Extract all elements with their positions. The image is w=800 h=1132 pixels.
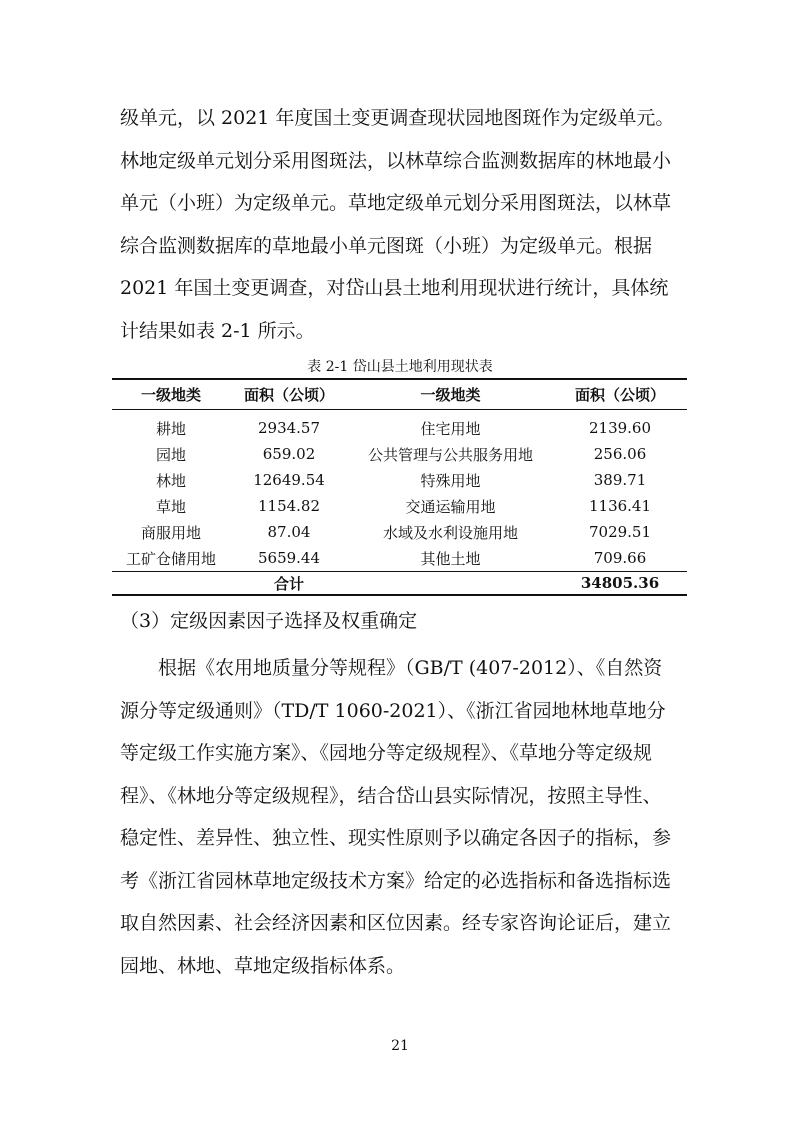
- table-cell: 水域及水利设施用地: [382, 523, 518, 542]
- total-value: 34805.36: [553, 572, 687, 596]
- table-row: [112, 519, 687, 545]
- method-paragraph: 根据《农用地质量分等规程》（GB/T (407-2012）、《自然资源分等定级通则》（TD/T 1060-2021）、《浙江省园地林地草地分等定级工作实施方案》、《园地分等定级规程》、《草地分等定级规程》、《林地分等定级规程》，结合岱山县实际情况，按照主导性、稳定性、差异性、独立性、现实性原则予以确定各因子的指标，参考《浙江省园林草地定级技术方案》给定的必选指标和备选指标选取自然因素、社会经济因素和区位因素。经专家咨询论证后，建立园地、林地、草地定级指标体系。: [120, 657, 672, 977]
- table-cell: 5659.44: [257, 549, 321, 567]
- table-cell: 交通运输用地: [405, 497, 496, 516]
- table-cell: 1136.41: [588, 497, 652, 515]
- table-cell-empty: [112, 572, 230, 596]
- table-cell: 2934.57: [257, 419, 321, 437]
- table-cell: 商服用地: [140, 523, 201, 542]
- table-cell: 其他土地: [420, 549, 481, 568]
- table-cell: 659.02: [262, 445, 316, 463]
- table-cell: 256.06: [593, 445, 647, 463]
- table-cell: 709.66: [593, 549, 647, 567]
- header-land-type-2: 一级地类: [348, 379, 553, 410]
- table-cell: 草地: [155, 497, 186, 516]
- table-cell: 住宅用地: [420, 419, 481, 438]
- page-number: 21: [391, 1038, 409, 1054]
- table-cell: 工矿仓储用地: [125, 549, 216, 568]
- table-row: [112, 545, 687, 572]
- table-cell: 87.04: [267, 523, 311, 541]
- table-cell: 公共管理与公共服务用地: [367, 445, 533, 464]
- table-cell: 7029.51: [588, 523, 652, 541]
- table-cell: 2139.60: [588, 419, 652, 437]
- header-land-type-1: 一级地类: [112, 379, 230, 410]
- table-cell: 特殊用地: [420, 471, 481, 490]
- table-cell: 1154.82: [257, 497, 321, 515]
- table-cell: 耕地: [155, 419, 186, 438]
- table-row: [112, 441, 687, 467]
- table-row: [112, 493, 687, 519]
- land-use-table: [112, 378, 687, 596]
- table-cell: 林地: [155, 471, 186, 490]
- header-area-1: 面积（公顷）: [230, 379, 348, 410]
- header-area-2: 面积（公顷）: [553, 379, 687, 410]
- table-cell: 园地: [155, 445, 186, 464]
- table-caption: 表 2-1 岱山县土地利用现状表: [307, 359, 493, 375]
- total-label: 合计: [230, 572, 348, 596]
- table-cell: 12649.54: [253, 471, 325, 489]
- table-cell: 389.71: [593, 471, 647, 489]
- table-row: [112, 467, 687, 493]
- section-heading: （3）定级因素因子选择及权重确定: [120, 610, 418, 632]
- table-total-row: [112, 572, 687, 596]
- table-header-row: [112, 379, 687, 410]
- table-row: [112, 410, 687, 442]
- intro-paragraph: 级单元，以 2021 年度国土变更调查现状园地图斑作为定级单元。林地定级单元划分采用图斑法，以林草综合监测数据库的林地最小单元（小班）为定级单元。草地定级单元划分采用图斑法，以林草综合监测数据库的草地最小单元图斑（小班）为定级单元。根据 2021 年国土变更调查，对岱山县土地利用现状进行统计，具体统计结果如表 2-1 所示。: [120, 107, 675, 342]
- table-cell-empty: [348, 572, 553, 596]
